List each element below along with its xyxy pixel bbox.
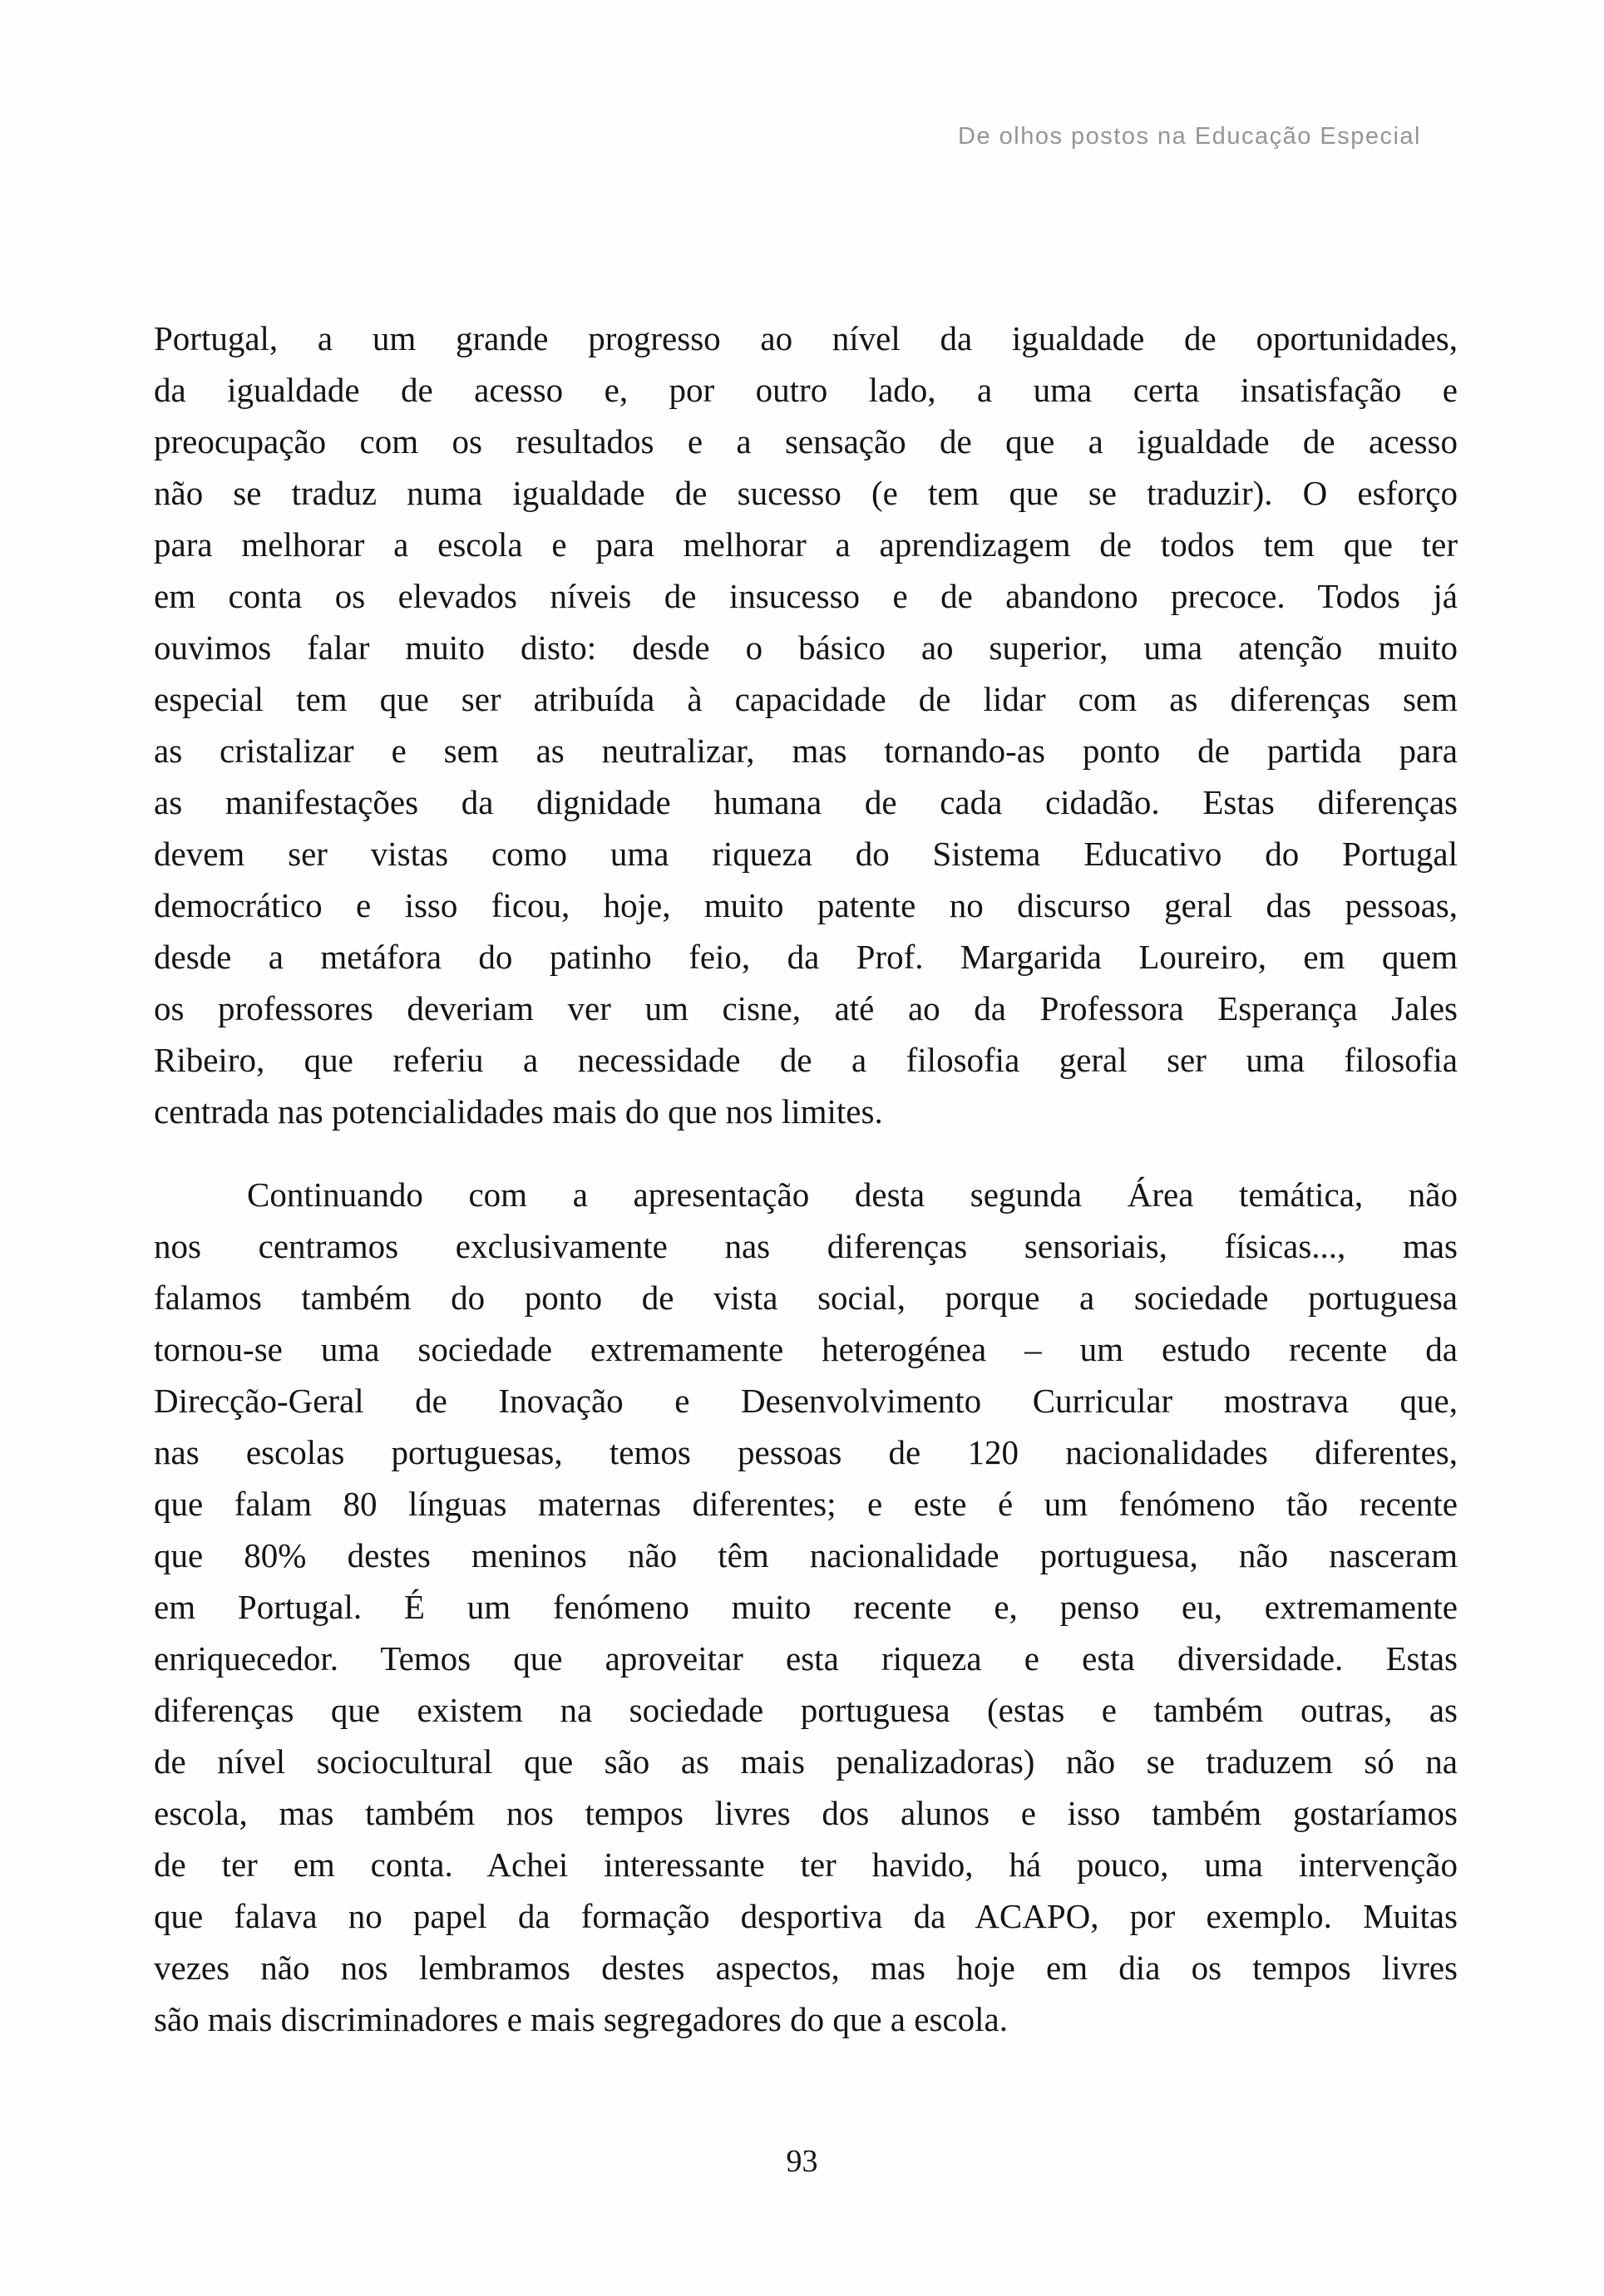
text-line: que falava no papel da formação desportiva da ACAPO, por exemplo. Muitas bbox=[154, 1897, 1458, 1935]
text-line: desde a metáfora do patinho feio, da Prof. Margarida Loureiro, em quem bbox=[154, 938, 1458, 976]
text-line: em Portugal. É um fenómeno muito recente e, penso eu, extremamente bbox=[154, 1588, 1458, 1626]
text-line: enriquecedor. Temos que aproveitar esta riqueza e esta diversidade. Estas bbox=[154, 1639, 1458, 1678]
text-line: os professores deveriam ver um cisne, até ao da Professora Esperança Jales bbox=[154, 989, 1458, 1027]
text-line: tornou-se uma sociedade extremamente heterogénea – um estudo recente da bbox=[154, 1330, 1458, 1368]
text-line: preocupação com os resultados e a sensação de que a igualdade de acesso bbox=[154, 422, 1458, 461]
text-line: que falam 80 línguas maternas diferentes; e este é um fenómeno tão recente bbox=[154, 1485, 1458, 1523]
text-line: as manifestações da dignidade humana de cada cidadão. Estas diferenças bbox=[154, 783, 1458, 821]
text-line: para melhorar a escola e para melhorar a aprendizagem de todos tem que ter bbox=[154, 525, 1458, 564]
text-line: Ribeiro, que referiu a necessidade de a filosofia geral ser uma filosofia bbox=[154, 1041, 1458, 1079]
text-line: escola, mas também nos tempos livres dos alunos e isso também gostaríamos bbox=[154, 1794, 1458, 1832]
text-line: ouvimos falar muito disto: desde o básico ao superior, uma atenção muito bbox=[154, 628, 1458, 667]
text-line: centrada nas potencialidades mais do que nos limites. bbox=[154, 1092, 883, 1131]
text-line: que 80% destes meninos não têm nacionalidade portuguesa, não nasceram bbox=[154, 1536, 1458, 1574]
text-line: não se traduz numa igualdade de sucesso (e tem que se traduzir). O esforço bbox=[154, 474, 1458, 512]
text-line: diferenças que existem na sociedade portuguesa (estas e também outras, as bbox=[154, 1691, 1458, 1729]
text-line: nas escolas portuguesas, temos pessoas de 120 nacionalidades diferentes, bbox=[154, 1433, 1458, 1471]
text-line: da igualdade de acesso e, por outro lado, a uma certa insatisfação e bbox=[154, 371, 1458, 409]
paragraph bbox=[154, 313, 1458, 1137]
text-line: Direcção-Geral de Inovação e Desenvolvimento Curricular mostrava que, bbox=[154, 1382, 1458, 1420]
text-line: de nível sociocultural que são as mais penalizadoras) não se traduzem só na bbox=[154, 1742, 1458, 1781]
text-line: devem ser vistas como uma riqueza do Sistema Educativo do Portugal bbox=[154, 835, 1458, 873]
text-line: democrático e isso ficou, hoje, muito patente no discurso geral das pessoas, bbox=[154, 886, 1458, 924]
running-header: De olhos postos na Educação Especial bbox=[958, 123, 1421, 150]
text-line: as cristalizar e sem as neutralizar, mas tornando-as ponto de partida para bbox=[154, 732, 1458, 770]
text-line: especial tem que ser atribuída à capacidade de lidar com as diferenças sem bbox=[154, 680, 1458, 718]
paragraph bbox=[154, 1169, 1458, 2045]
text-line: nos centramos exclusivamente nas diferenças sensoriais, físicas..., mas bbox=[154, 1227, 1458, 1265]
text-line: falamos também do ponto de vista social, porque a sociedade portuguesa bbox=[154, 1279, 1458, 1317]
text-line: Continuando com a apresentação desta segunda Área temática, não bbox=[247, 1175, 1458, 1214]
text-line: são mais discriminadores e mais segregadores do que a escola. bbox=[154, 2000, 1008, 2038]
text-line: vezes não nos lembramos destes aspectos, mas hoje em dia os tempos livres bbox=[154, 1949, 1458, 1987]
text-line: em conta os elevados níveis de insucesso e de abandono precoce. Todos já bbox=[154, 577, 1458, 615]
text-block bbox=[154, 313, 1458, 2045]
page-number: 93 bbox=[786, 2144, 818, 2179]
text-line: de ter em conta. Achei interessante ter havido, há pouco, uma intervenção bbox=[154, 1845, 1458, 1884]
text-line: Portugal, a um grande progresso ao nível da igualdade de oportunidades, bbox=[154, 319, 1458, 357]
